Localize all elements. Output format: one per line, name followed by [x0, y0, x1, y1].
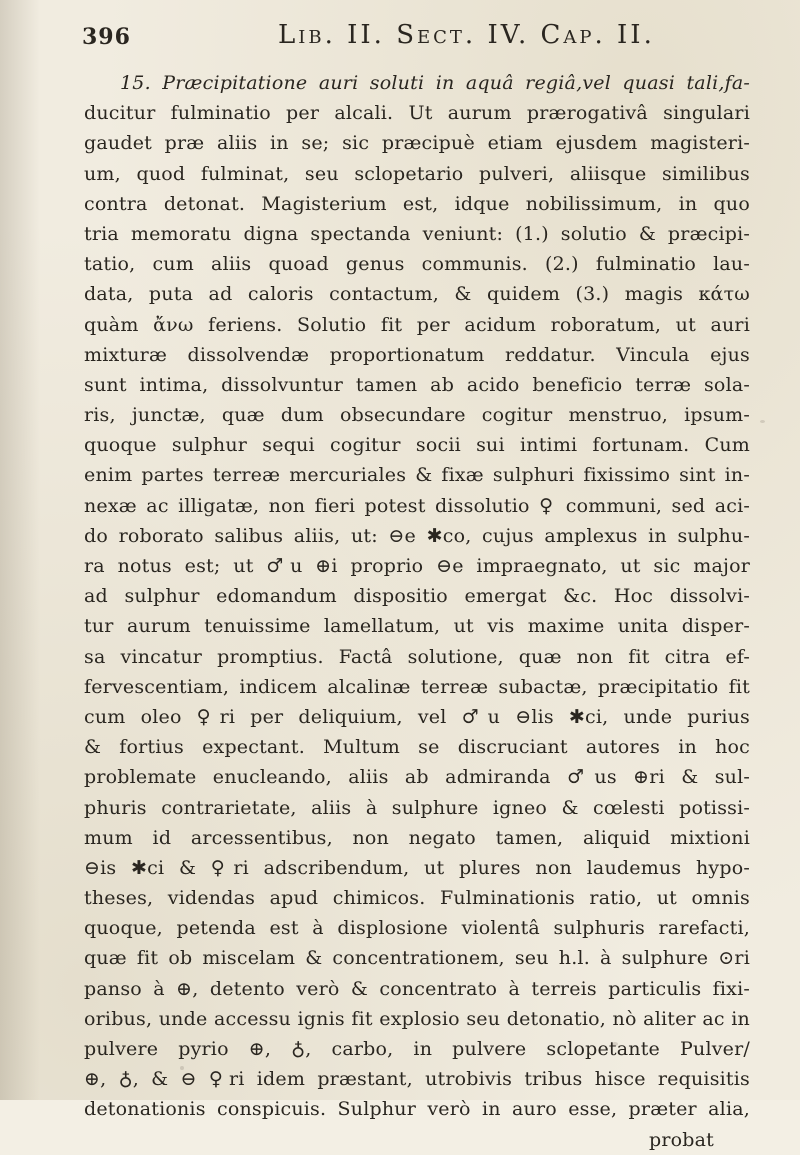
text-line: quàm ἄνω feriens. Solutio fit per acidum roboratum, ut auri	[84, 313, 750, 336]
text-line: pulvere pyrio ⊕, ♁, carbo, in pulvere sclopetante Pulver/	[84, 1038, 750, 1060]
text-line: ad sulphur edomandum dispositio emergat &c. Hoc dissolvi-	[84, 585, 750, 608]
text-line: phuris contrarietate, aliis à sulphure igneo & cœlesti potissi-	[84, 796, 750, 819]
text-line: enim partes terreæ mercuriales & fixæ sulphuri fixissimo sint in-	[84, 464, 750, 487]
text-line: & fortius expectant. Multum se discruciant autores in hoc	[84, 736, 750, 759]
text-line: ⊕, ♁, & ⊖ ♀ri idem præstant, utrobivis tribus hisce requisitis	[84, 1068, 750, 1091]
text-line: quoque sulphur sequi cogitur socii sui intimi fortunam. Cum	[84, 434, 750, 457]
text-line: oribus, unde accessu ignis fit explosio seu detonatio, nò aliter ac in	[84, 1007, 750, 1030]
text-line: sa vincatur promptius. Factâ solutione, quæ non fit citra ef-	[84, 645, 750, 668]
text-line: quoque, petenda est à displosione violentâ sulphuris rarefacti,	[84, 917, 750, 940]
text-line: do roborato salibus aliis, ut: ⊖e ✱co, cujus amplexus in sulphu-	[84, 524, 750, 547]
text-line: fervescentiam, indicem alcalinæ terreæ subactæ, præcipitatio fit	[84, 675, 750, 698]
text-line: ⊖is ✱ci & ♀ri adscribendum, ut plures non laudemus hypo-	[84, 856, 750, 879]
text-line: data, puta ad caloris contactum, & quidem (3.) magis κάτω	[84, 283, 750, 306]
text-line: tatio, cum aliis quoad genus communis. (2.) fulminatio lau-	[84, 253, 750, 276]
text-line: 15. Præcipitatione auri soluti in aquâ regiâ,vel quasi tali,fa-	[120, 72, 750, 94]
body-text	[70, 68, 750, 1155]
text-line: ris, junctæ, quæ dum obsecundare cogitur menstruo, ipsum-	[84, 404, 750, 427]
text-line: um, quod fulminat, seu sclopetario pulveri, aliisque similibus	[84, 162, 750, 185]
text-line: contra detonat. Magisterium est, idque nobilissimum, in quo	[84, 192, 750, 215]
text-line: tur aurum tenuissime lamellatum, ut vis maxime unita disper-	[84, 615, 750, 638]
page-number: 396	[82, 24, 131, 50]
text-line: theses, videndas apud chimicos. Fulminationis ratio, ut omnis	[84, 887, 750, 910]
text-line: ducitur fulminatio per alcali. Ut aurum prærogativâ singulari	[84, 102, 750, 125]
page-header	[82, 16, 742, 56]
paper-speck	[180, 1066, 184, 1070]
text-line: gaudet præ aliis in se; sic præcipuè etiam ejusdem magisteri-	[84, 132, 750, 155]
text-line: nexæ ac illigatæ, non fieri potest dissolutio ♀ communi, sed aci-	[84, 494, 750, 517]
text-line: quæ fit ob miscelam & concentrationem, seu h.l. à sulphure ⊙ri	[84, 947, 750, 970]
text-line: sunt intima, dissolvuntur tamen ab acido beneficio terræ sola-	[84, 373, 750, 396]
text-line: detonationis conspicuis. Sulphur verò in auro esse, præter alia,	[84, 1098, 750, 1121]
catchword: probat	[648, 1128, 714, 1151]
text-line: ra notus est; ut ♂u ⊕i proprio ⊖e impraegnato, ut sic major	[84, 555, 750, 577]
text-line: panso à ⊕, detento verò & concentrato à terreis particulis fixi-	[84, 977, 750, 1000]
text-line: mum id arcessentibus, non negato tamen, aliquid mixtioni	[84, 826, 750, 849]
paper-speck	[612, 1042, 618, 1046]
text-line: problemate enucleando, aliis ab admiranda ♂us ⊕ri & sul-	[84, 766, 750, 789]
text-line: cum oleo ♀ri per deliquium, vel ♂u ⊖lis ✱ci, unde purius	[84, 705, 750, 728]
paper-speck	[760, 420, 765, 423]
text-line: tria memoratu digna spectanda veniunt: (1.) solutio & præcipi-	[84, 222, 750, 245]
text-line: mixturæ dissolvendæ proportionatum reddatur. Vincula ejus	[84, 343, 750, 366]
gutter-shadow	[0, 0, 40, 1100]
running-head: Lib. II. Sect. IV. Cap. II.	[278, 20, 655, 50]
